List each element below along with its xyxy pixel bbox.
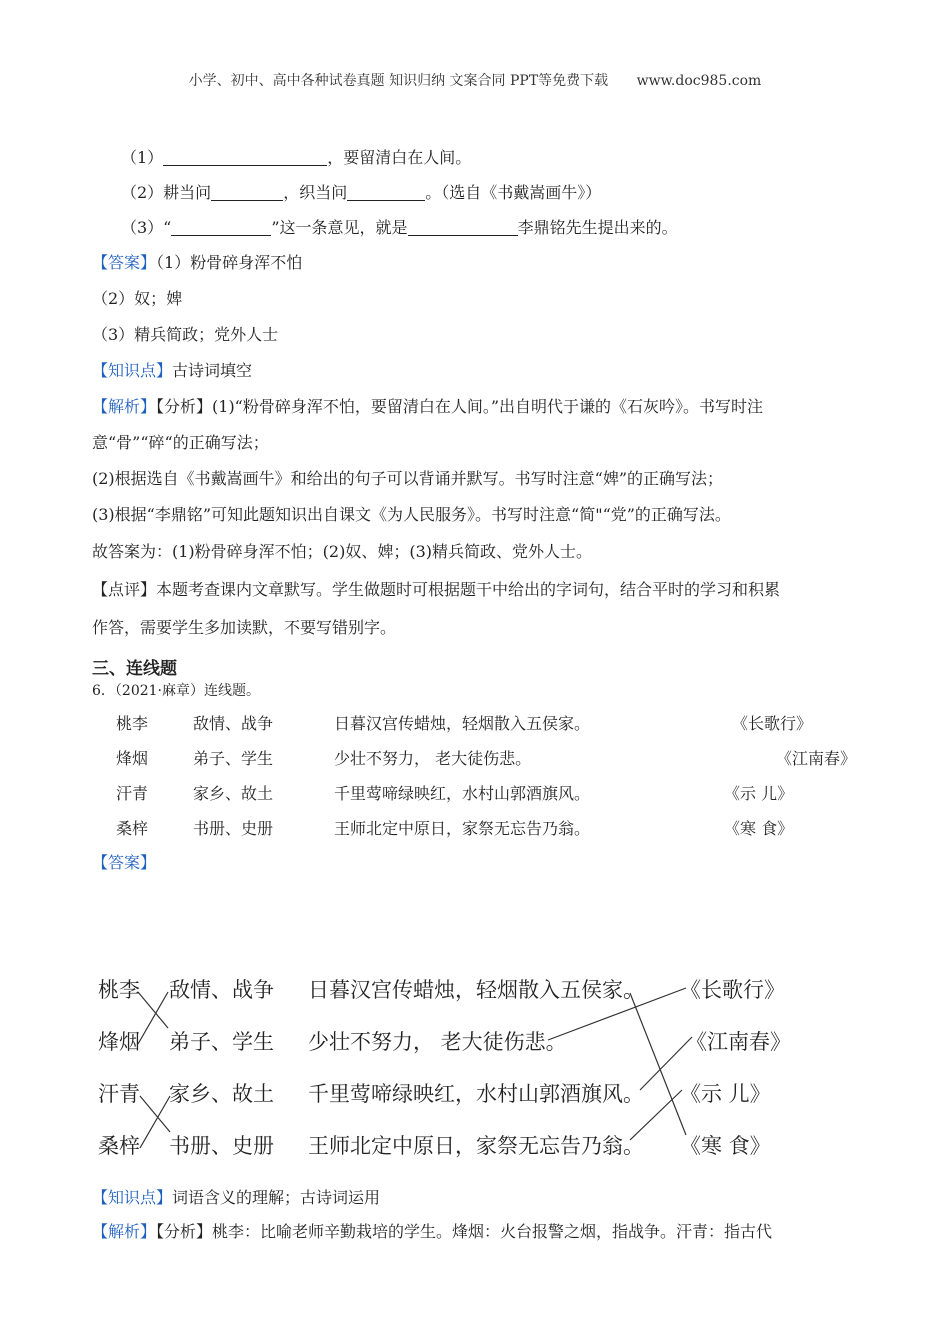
q6-col3-item: 日暮汉宫传蜡烛，轻烟散入五侯家。 <box>334 714 591 733</box>
q6-stem: 6．（2021·麻章）连线题。 <box>92 683 260 699</box>
q6-col3-item: 少壮不努力， 老大徒伤悲。 <box>334 749 532 768</box>
q5-line-1-num: （1） <box>121 148 164 167</box>
analysis-6-text-1: 【分析】桃李：比喻老师辛勤栽培的学生。烽烟：火台报警之烟，指战争。汗青：指古代 <box>156 1222 773 1241</box>
ans-col2-item: 家乡、故土 <box>169 1082 274 1106</box>
q6-col1-item: 桃李 <box>116 714 149 733</box>
ans-col3-item: 日暮汉宫传蜡烛，轻烟散入五侯家。 <box>308 978 644 1002</box>
connect-line <box>138 992 168 1044</box>
ans-col3-item: 千里莺啼绿映红，水村山郭酒旗风。 <box>308 1082 644 1106</box>
answer-tag: 【答案】 <box>92 253 157 272</box>
answer-6-tag: 【答案】 <box>92 853 157 872</box>
q6-col2-item: 弟子、学生 <box>193 749 274 768</box>
comment-tag: 【点评】 <box>92 580 157 599</box>
q6-col2-item: 书册、史册 <box>193 819 274 838</box>
header-url: www.doc985.com <box>636 73 762 89</box>
comment-5-text-1: 本题考查课内文章默写。学生做题时可根据题干中给出的字词句，结合平时的学习和积累 <box>156 580 781 599</box>
q6-col1-item: 汗青 <box>116 784 149 803</box>
ans-col4-item: 《示 儿》 <box>680 1082 771 1106</box>
q5-line-2-mid: ，织当问 <box>283 183 348 202</box>
analysis-5-line-2: 意“骨”“碎“的正确写法； <box>92 433 269 452</box>
connect-line <box>140 1096 170 1132</box>
q6-col4-item: 《长歌行》 <box>732 714 813 733</box>
q6-col1-item: 桑梓 <box>116 819 149 838</box>
ans-col3-item: 少壮不努力， 老大徒伤悲。 <box>308 1030 567 1054</box>
q5-line-3-text: 李鼎铭先生提出来的。 <box>517 218 678 237</box>
q5-line-1-text: ，要留清白在人间。 <box>327 148 472 167</box>
q5-line-3-num: （3）“ <box>121 218 172 237</box>
ans-col3-item: 王师北定中原日，家祭无忘告乃翁。 <box>308 1134 644 1158</box>
ans-col4-item: 《寒 食》 <box>680 1134 771 1158</box>
connect-line <box>640 1037 692 1090</box>
q6-col4-item: 《江南春》 <box>776 749 857 768</box>
connect-line <box>140 1096 170 1148</box>
knowledge-6-text: 词语含义的理解；古诗词运用 <box>172 1188 381 1207</box>
section-title: 三、连线题 <box>92 659 177 679</box>
analysis-tag: 【解析】 <box>92 397 157 416</box>
q6-col3-item: 王师北定中原日，家祭无忘告乃翁。 <box>334 819 591 838</box>
q6-col2-item: 家乡、故土 <box>193 784 274 803</box>
ans-col1-item: 桑梓 <box>98 1134 140 1158</box>
q6-col2-item: 敌情、战争 <box>193 714 274 733</box>
ans-col2-item: 弟子、学生 <box>169 1030 274 1054</box>
ans-col4-item: 《长歌行》 <box>680 978 785 1002</box>
q5-line-2-text: 。（选自《书戴嵩画牛》） <box>425 183 602 202</box>
q6-col4-item: 《寒 食》 <box>724 819 794 838</box>
comment-5-line-2: 作答，需要学生多加读默，不要写错别字。 <box>92 618 397 637</box>
answer-5-2: （2）奴；婢 <box>92 289 183 308</box>
q5-line-3-mid: ”这一条意见，就是 <box>271 218 408 237</box>
connect-line <box>630 1090 682 1140</box>
analysis-tag: 【解析】 <box>92 1222 157 1241</box>
connect-line <box>548 988 686 1040</box>
analysis-5-line-3: (2)根据选自《书戴嵩画牛》和给出的句子可以背诵并默写。书写时注意“婢”的正确写法； <box>92 469 724 488</box>
q6-col1-item: 烽烟 <box>116 749 149 768</box>
ans-col2-item: 敌情、战争 <box>169 978 274 1002</box>
analysis-5-line-4: (3)根据“李鼎铭”可知此题知识出自课文《为人民服务》。书写时注意“简"“党”的正确写法。 <box>92 505 731 524</box>
analysis-5-text-1: 【分析】(1)“粉骨碎身浑不怕，要留清白在人间。”出自明代于谦的《石灰吟》。书写时注 <box>156 397 764 416</box>
analysis-5-line-5: 故答案为：(1)粉骨碎身浑不怕；(2)奴、婢；(3)精兵简政、党外人士。 <box>92 542 592 561</box>
knowledge-tag: 【知识点】 <box>92 1188 173 1207</box>
connect-line <box>138 992 168 1028</box>
ans-col4-item: 《江南春》 <box>686 1030 791 1054</box>
header-text: 小学、初中、高中各种试卷真题 知识归纳 文案合同 PPT等免费下载 <box>188 73 609 89</box>
knowledge-tag: 【知识点】 <box>92 361 173 380</box>
answer-5-3: （3）精兵简政；党外人士 <box>92 325 279 344</box>
ans-col1-item: 桃李 <box>98 978 140 1002</box>
q6-col4-item: 《示 儿》 <box>724 784 794 803</box>
ans-col1-item: 汗青 <box>98 1082 140 1106</box>
ans-col1-item: 烽烟 <box>98 1030 140 1054</box>
q5-line-2-num: （2）耕当问 <box>121 183 212 202</box>
ans-col2-item: 书册、史册 <box>169 1134 274 1158</box>
knowledge-5-text: 古诗词填空 <box>172 361 253 380</box>
knowledge-6 <box>92 1188 380 1208</box>
analysis-6-line-1 <box>92 1222 772 1242</box>
q6-col3-item: 千里莺啼绿映红，水村山郭酒旗风。 <box>334 784 591 803</box>
answer-5-1: （1）粉骨碎身浑不怕 <box>156 253 303 272</box>
